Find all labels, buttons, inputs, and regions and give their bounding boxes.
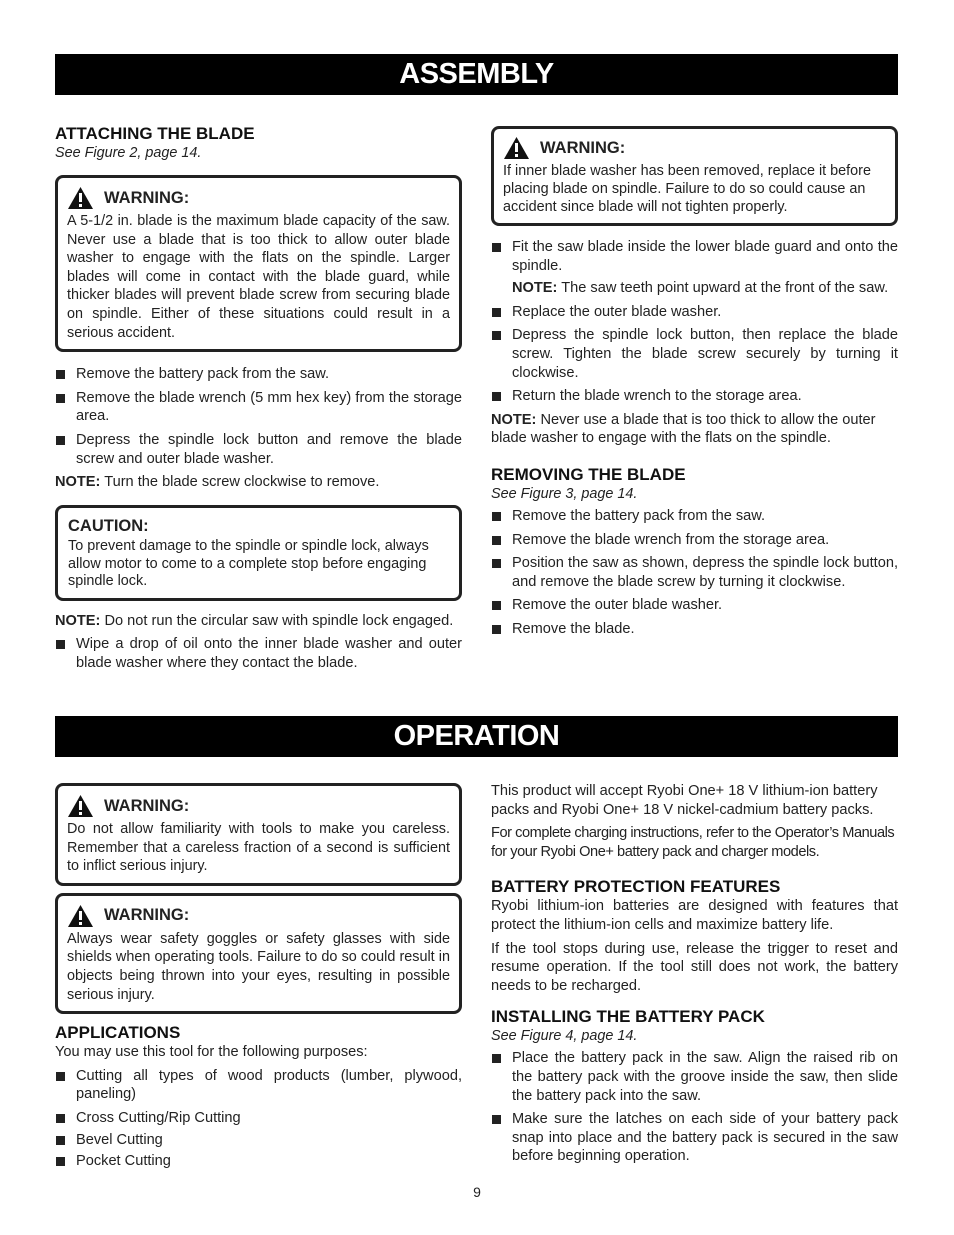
bullet-square-icon (56, 370, 65, 379)
bullet-square-icon (492, 1115, 501, 1124)
warning-text: Do not allow familiarity with tools to make you careless. Remember that a careless fraction of a second is sufficient to inflict serious injury. (67, 821, 450, 875)
bullet-square-icon (56, 1136, 65, 1145)
oil-step-list (55, 635, 462, 672)
bullet-square-icon (492, 512, 501, 521)
list-item (491, 238, 898, 298)
list-item-text: Cross Cutting/Rip Cutting (76, 1109, 241, 1126)
list-item (491, 387, 898, 406)
bullet-square-icon (56, 1072, 65, 1081)
list-item (55, 1067, 462, 1104)
assembly-banner: ASSEMBLY (55, 54, 898, 95)
bullet-square-icon (56, 394, 65, 403)
warning-head (67, 186, 450, 210)
list-item (491, 1110, 898, 1166)
operation-banner: OPERATION (55, 716, 898, 757)
battery-protection-heading: BATTERY PROTECTION FEATURES (491, 877, 781, 897)
attaching-blade-figure-ref: See Figure 2, page 14. (55, 145, 202, 161)
battery-protection-p1: Ryobi lithium-ion batteries are designed with features that protect the lithium-ion cells and maximize battery life. (491, 898, 898, 933)
removing-blade-figure-ref: See Figure 3, page 14. (491, 485, 638, 502)
bullet-square-icon (492, 331, 501, 340)
note-text: Do not run the circular saw with spindle lock engaged. (104, 612, 454, 629)
caution-text: To prevent damage to the spindle or spindle lock, always allow motor to come to a complete stop before engaging spindle lock. (68, 538, 429, 590)
list-item-text: Remove the battery pack from the saw. (512, 507, 766, 524)
note-label: NOTE: (512, 280, 558, 297)
bullet-square-icon (56, 1114, 65, 1123)
installing-steps-list (491, 1049, 898, 1166)
note-label: NOTE: (55, 474, 101, 491)
assembly-left-column (55, 124, 462, 678)
warning-head (67, 904, 450, 928)
list-item (55, 389, 462, 426)
warning-text: If inner blade washer has been removed, replace it before placing blade on spindle. Failure to do so could cause an accident since blade will not tighten properly. (503, 163, 871, 215)
note-blade-screw (55, 473, 462, 492)
caution-label: CAUTION: (68, 516, 149, 535)
page-number: 9 (473, 1184, 481, 1200)
warning-text: Always wear safety goggles or safety glasses with side shields when operating tools. Failure to do so could result in objects being thrown into your eyes, resulting in possible serious injury. (67, 930, 450, 1003)
list-item (491, 596, 898, 615)
list-item (55, 431, 462, 468)
list-item (55, 365, 462, 384)
list-item-text: Return the blade wrench to the storage area. (512, 388, 802, 405)
warning-box-familiarity (55, 783, 462, 886)
list-item-text: Depress the spindle lock button and remove the blade screw and outer blade washer. (76, 431, 462, 467)
list-item (55, 1109, 462, 1128)
note-text: Never use a blade that is too thick to allow the outer blade washer to engage with the flats on the spindle. (491, 411, 876, 447)
list-item-text: Place the battery pack in the saw. Align the raised rib on the battery pack with the groove inside the saw, then slide the battery pack into the saw. (512, 1050, 898, 1104)
note-spindle-lock (55, 612, 462, 631)
bullet-square-icon (492, 625, 501, 634)
list-item (491, 303, 898, 322)
note-text: The saw teeth point upward at the front of the saw. (561, 280, 889, 297)
list-item-text: Pocket Cutting (76, 1153, 171, 1170)
list-item (491, 1049, 898, 1105)
operation-right-column (491, 782, 898, 1171)
list-item (491, 326, 898, 382)
list-item (55, 635, 462, 672)
warning-box-blade-capacity (55, 175, 462, 352)
warning-label: WARNING: (540, 138, 626, 157)
assembly-right-column (491, 126, 898, 644)
list-item-text: Remove the blade wrench from the storage area. (512, 531, 830, 548)
removing-steps-list (491, 507, 898, 639)
bullet-square-icon (492, 536, 501, 545)
list-item (491, 531, 898, 550)
list-item-text: Cutting all types of wood products (lumber, plywood, paneling) (76, 1067, 462, 1103)
bullet-square-icon (492, 559, 501, 568)
removing-blade-heading: REMOVING THE BLADE (491, 464, 686, 484)
list-item-text: Remove the blade. (512, 620, 635, 637)
warning-box-inner-washer (491, 126, 898, 226)
warning-triangle-icon (503, 136, 530, 160)
warning-label: WARNING: (104, 796, 190, 815)
installing-battery-figure-ref: See Figure 4, page 14. (491, 1028, 638, 1045)
warning-box-eye-protection (55, 893, 462, 1014)
list-item-text: Remove the blade wrench (5 mm hex key) from the storage area. (76, 389, 462, 425)
list-item (491, 507, 898, 526)
teeth-note (512, 279, 898, 298)
applications-list (55, 1067, 462, 1171)
bullet-square-icon (492, 392, 501, 401)
list-item (55, 1131, 462, 1150)
note-label: NOTE: (55, 612, 101, 629)
list-item-text: Remove the outer blade washer. (512, 597, 723, 614)
installing-battery-heading: INSTALLING THE BATTERY PACK (491, 1007, 765, 1027)
applications-heading: APPLICATIONS (55, 1023, 181, 1043)
list-item (491, 620, 898, 639)
operation-left-column (55, 783, 462, 1174)
bullet-square-icon (56, 1157, 65, 1166)
warning-text: A 5-1/2 in. blade is the maximum blade capacity of the saw. Never use a blade that is too thick to allow outer blade washer to engage with the flats on the spindle. Larger blades will come in contact with the blade guard, while thicker blades will prevent blade screw from securing blade on spindle. Either of these situations could result in a serious accident. (67, 213, 450, 341)
bullet-square-icon (56, 640, 65, 649)
bullet-square-icon (492, 1054, 501, 1063)
warning-label: WARNING: (104, 906, 190, 925)
list-item-text: Bevel Cutting (76, 1131, 163, 1148)
list-item (491, 554, 898, 591)
warning-head (503, 136, 886, 160)
warning-triangle-icon (67, 904, 94, 928)
bullet-square-icon (492, 601, 501, 610)
list-item-text: Position the saw as shown, depress the spindle lock button, and remove the blade screw by turning it clockwise. (512, 555, 898, 590)
attaching-blade-heading: ATTACHING THE BLADE (55, 124, 255, 143)
attaching-steps-list (55, 365, 462, 468)
applications-intro: You may use this tool for the following purposes: (55, 1044, 368, 1061)
install-blade-steps-list (491, 238, 898, 406)
note-label: NOTE: (491, 411, 537, 428)
note-blade-thickness (491, 411, 898, 448)
list-item-text: Fit the saw blade inside the lower blade guard and onto the spindle. (512, 239, 898, 274)
charging-instructions-text: For complete charging instructions, refer to the Operator’s Manuals for your Ryobi One+ battery pack and charger models. (491, 825, 895, 860)
warning-label: WARNING: (104, 188, 190, 207)
list-item-text: Wipe a drop of oil onto the inner blade washer and outer blade washer where they contact the blade. (76, 636, 462, 671)
battery-compat-text: This product will accept Ryobi One+ 18 V lithium-ion battery packs and Ryobi One+ 18 V nickel-cadmium battery packs. (491, 783, 878, 818)
caution-box (55, 505, 462, 601)
list-item-text: Depress the spindle lock button, then replace the blade screw. Tighten the blade screw securely by turning it clockwise. (512, 327, 898, 381)
bullet-square-icon (492, 308, 501, 317)
list-item-text: Remove the battery pack from the saw. (76, 366, 330, 383)
note-text: Turn the blade screw clockwise to remove. (104, 474, 380, 491)
list-item-text: Replace the outer blade washer. (512, 303, 722, 320)
bullet-square-icon (492, 243, 501, 252)
list-item (55, 1152, 462, 1171)
battery-protection-p2: If the tool stops during use, release the trigger to reset and resume operation. If the tool still does not work, the battery needs to be recharged. (491, 940, 898, 994)
warning-head (67, 794, 450, 818)
bullet-square-icon (56, 436, 65, 445)
warning-triangle-icon (67, 186, 94, 210)
warning-triangle-icon (67, 794, 94, 818)
list-item-text: Make sure the latches on each side of your battery pack snap into place and the battery pack is secured in the saw before beginning operation. (512, 1111, 898, 1165)
